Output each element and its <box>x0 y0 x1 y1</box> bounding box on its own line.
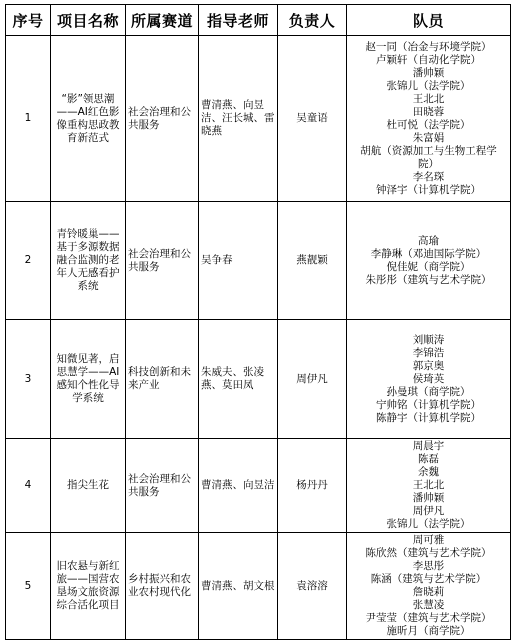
member-line: 李锦浩 <box>412 346 445 359</box>
leader: 吴童语 <box>278 36 347 202</box>
track: 社会治理和公共服务 <box>126 202 199 320</box>
track: 社会治理和公共服务 <box>126 36 199 202</box>
member-line: 周伊凡 <box>412 505 445 517</box>
advisors: 曹清燕、向昱洁、汪长城、雷晓燕 <box>199 36 278 202</box>
table-row <box>6 533 511 640</box>
leader: 袁溶溶 <box>278 533 347 640</box>
member-line: 陈静宇（计算机学院） <box>376 411 481 424</box>
members-cell <box>347 533 511 640</box>
member-line: 周晨宇 <box>412 440 445 452</box>
advisors: 曹清燕、向昱洁 <box>199 439 278 533</box>
row-number: 3 <box>6 320 51 439</box>
row-number: 5 <box>6 533 51 640</box>
members-cell <box>347 202 511 320</box>
project-name: 指尖生花 <box>51 439 126 533</box>
members-cell <box>347 36 511 202</box>
member-line: 李静琳（邓迪国际学院） <box>370 247 487 260</box>
member-line: 高瑜 <box>418 234 439 247</box>
member-line: 施昕月（商学院） <box>386 625 471 637</box>
table-row <box>6 202 511 320</box>
member-line: 胡航（资源加工与生物工程学 <box>360 144 497 157</box>
member-line: 潘帅颖 <box>412 66 445 79</box>
member-line: 田晓蓉 <box>412 105 445 118</box>
header-row <box>6 5 511 36</box>
member-line: 张锦儿（法学院） <box>386 518 471 530</box>
member-line: 张锦儿（法学院） <box>386 79 471 92</box>
member-line: 李名琛 <box>412 170 445 183</box>
leader: 燕靓颖 <box>278 202 347 320</box>
member-line: 孙曼琪（商学院） <box>386 385 471 398</box>
members-cell <box>347 320 511 439</box>
member-line: 王北北 <box>412 92 445 105</box>
member-line: 侯琦英 <box>412 372 445 385</box>
member-line: 詹晓莉 <box>412 586 445 598</box>
header-leader: 负责人 <box>278 5 347 36</box>
member-line: 卢颖轩（自动化学院） <box>376 53 481 66</box>
member-line: 刘顺涛 <box>412 333 445 346</box>
member-line: 尹莹莹（建筑与艺术学院） <box>365 612 492 624</box>
advisors: 曹清燕、胡文根 <box>199 533 278 640</box>
member-line: 周可雅 <box>412 534 445 546</box>
leader: 周伊凡 <box>278 320 347 439</box>
projects-table <box>5 4 511 640</box>
members-cell <box>347 439 511 533</box>
project-name: 知微见著，启思慧学——AI感知个性化导学系统 <box>51 320 126 439</box>
member-line: 潘帅颖 <box>412 492 445 504</box>
leader: 杨丹丹 <box>278 439 347 533</box>
row-number: 1 <box>6 36 51 202</box>
header-no: 序号 <box>6 5 51 36</box>
member-line: 钟泽宇（计算机学院） <box>376 183 481 196</box>
member-line: 陈磊 <box>418 453 439 465</box>
table-row <box>6 439 511 533</box>
member-line: 李思彤 <box>412 560 445 572</box>
member-line: 朱富娟 <box>412 131 445 144</box>
member-line: 王北北 <box>412 479 445 491</box>
table-row <box>6 36 511 202</box>
member-line: 郭京奥 <box>412 359 445 372</box>
header-project-name: 项目名称 <box>51 5 126 36</box>
advisors: 朱威夫、张凌燕、莫田凤 <box>199 320 278 439</box>
advisors: 吴争春 <box>199 202 278 320</box>
project-name: 青铃暖巢——基于多源数据融合监测的老年人无感看护系统 <box>51 202 126 320</box>
row-number: 4 <box>6 439 51 533</box>
project-name: “影”领思潮——AI红色影像重构思政教育新范式 <box>51 36 126 202</box>
header-advisors: 指导老师 <box>199 5 278 36</box>
header-track: 所属赛道 <box>126 5 199 36</box>
row-number: 2 <box>6 202 51 320</box>
member-line: 张慧凌 <box>412 599 445 611</box>
project-name: 旧农悬与新红旅——国营农垦场文旅资源综合活化项目 <box>51 533 126 640</box>
header-members: 队员 <box>347 5 511 36</box>
member-line: 余魏 <box>418 466 439 478</box>
member-line: 朱彤彤（建筑与艺术学院） <box>365 273 492 286</box>
member-line: 院） <box>418 157 439 170</box>
member-line: 倪佳妮（商学院） <box>386 260 471 273</box>
member-line: 宁帅铭（计算机学院） <box>376 398 481 411</box>
track: 乡村振兴和农业农村现代化 <box>126 533 199 640</box>
member-line: 赵一同（冶金与环境学院） <box>365 40 492 53</box>
track: 科技创新和未来产业 <box>126 320 199 439</box>
member-line: 陈涵（建筑与艺术学院） <box>370 573 487 585</box>
table-row <box>6 320 511 439</box>
track: 社会治理和公共服务 <box>126 439 199 533</box>
member-line: 杜可悦（法学院） <box>386 118 471 131</box>
member-line: 陈欣然（建筑与艺术学院） <box>365 547 492 559</box>
